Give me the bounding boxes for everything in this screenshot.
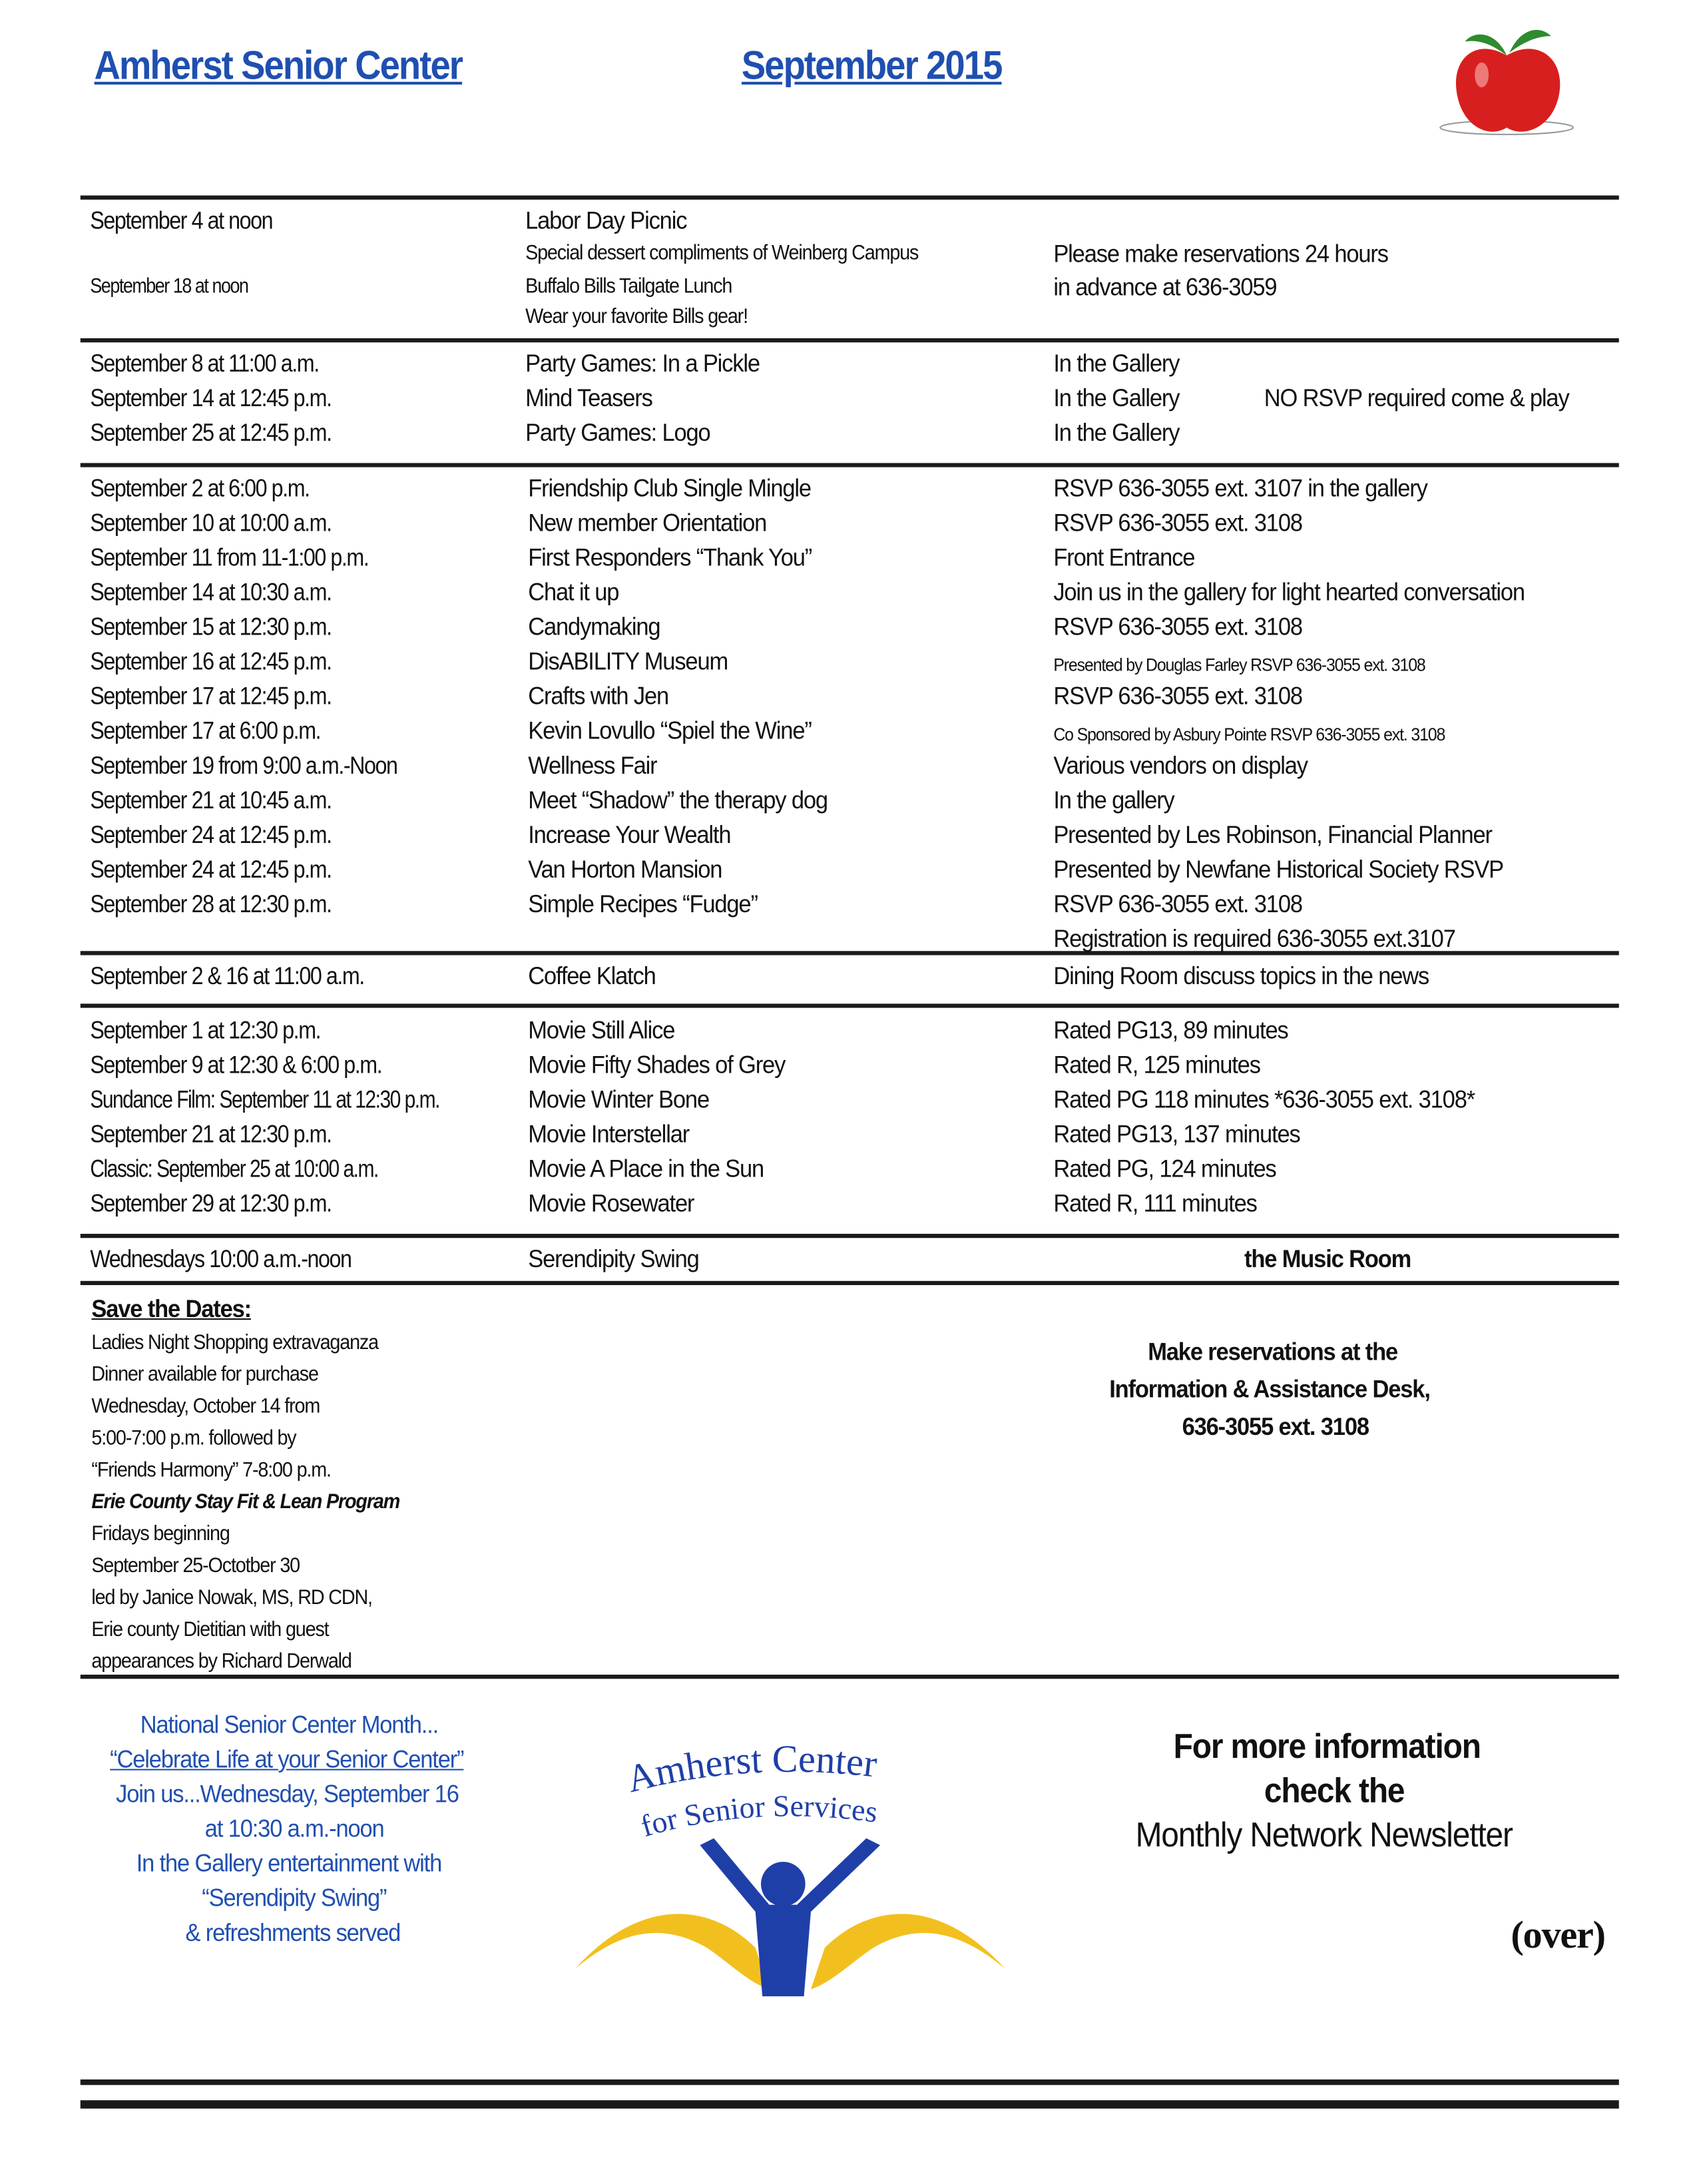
event-title: Chat it up bbox=[528, 578, 619, 606]
event-date: September 24 at 12:45 p.m. bbox=[90, 820, 332, 849]
event-date: September 17 at 6:00 p.m. bbox=[90, 716, 321, 745]
event-date: September 2 at 6:00 p.m. bbox=[90, 474, 310, 502]
promo-line: “Celebrate Life at your Senior Center” bbox=[110, 1745, 464, 1773]
event-title: Coffee Klatch bbox=[528, 961, 656, 990]
event-title: Mind Teasers bbox=[525, 384, 652, 412]
event-title: Movie Interstellar bbox=[528, 1120, 690, 1148]
event-title: Special dessert compliments of Weinberg Campus bbox=[525, 241, 919, 265]
event-title: Movie Fifty Shades of Grey bbox=[528, 1051, 786, 1079]
event-details: Rated PG13, 137 minutes bbox=[1053, 1120, 1300, 1148]
event-details: In the Gallery bbox=[1053, 384, 1180, 412]
event-details: RSVP 636-3055 ext. 3108 bbox=[1053, 613, 1302, 641]
event-date: September 18 at noon bbox=[90, 274, 248, 298]
event-date: September 14 at 12:45 p.m. bbox=[90, 384, 332, 412]
event-title: New member Orientation bbox=[528, 509, 767, 537]
event-title: Buffalo Bills Tailgate Lunch bbox=[525, 274, 732, 298]
event-date: September 9 at 12:30 & 6:00 p.m. bbox=[90, 1051, 382, 1079]
event-date: September 24 at 12:45 p.m. bbox=[90, 855, 332, 884]
save-dates-line: Wednesday, October 14 from bbox=[91, 1394, 320, 1418]
event-date: September 17 at 12:45 p.m. bbox=[90, 682, 332, 710]
event-date: September 25 at 12:45 p.m. bbox=[90, 418, 332, 447]
event-details: in advance at 636-3059 bbox=[1053, 273, 1277, 301]
reservations-line: 636-3055 ext. 3108 bbox=[1182, 1412, 1369, 1441]
event-title: Movie A Place in the Sun bbox=[528, 1155, 764, 1183]
event-details: Co Sponsored by Asbury Pointe RSVP 636-3055 ext. 3108 bbox=[1053, 723, 1445, 745]
event-title: Serendipity Swing bbox=[528, 1244, 699, 1273]
senior-center-logo bbox=[561, 1740, 1019, 2004]
event-location: the Music Room bbox=[1244, 1244, 1411, 1273]
rsvp-note: NO RSVP required come & play bbox=[1264, 384, 1569, 412]
divider bbox=[81, 463, 1619, 467]
event-title: Party Games: Logo bbox=[525, 418, 710, 447]
event-title: Wellness Fair bbox=[528, 751, 657, 780]
event-details: Rated PG13, 89 minutes bbox=[1053, 1016, 1288, 1044]
event-details: Presented by Les Robinson, Financial Planner bbox=[1053, 820, 1492, 849]
event-details: Rated PG 118 minutes *636-3055 ext. 3108* bbox=[1053, 1085, 1475, 1113]
event-date: Wednesdays 10:00 a.m.-noon bbox=[90, 1244, 352, 1273]
divider bbox=[81, 1003, 1619, 1007]
event-details: RSVP 636-3055 ext. 3108 bbox=[1053, 890, 1302, 918]
reservations-line: Information & Assistance Desk, bbox=[1109, 1375, 1430, 1403]
event-date: September 8 at 11:00 a.m. bbox=[90, 349, 319, 378]
event-details: Dining Room discuss topics in the news bbox=[1053, 961, 1429, 990]
save-dates-line: “Friends Harmony” 7-8:00 p.m. bbox=[91, 1458, 331, 1482]
event-details: Join us in the gallery for light hearted conversation bbox=[1053, 578, 1525, 606]
svg-text:for Senior Services bbox=[637, 1788, 880, 1843]
promo-line: “Serendipity Swing” bbox=[202, 1884, 387, 1912]
more-info-line: Monthly Network Newsletter bbox=[1135, 1816, 1513, 1855]
save-dates-line: 5:00-7:00 p.m. followed by bbox=[91, 1426, 296, 1450]
event-details: In the Gallery bbox=[1053, 418, 1180, 447]
org-title: Amherst Senior Center bbox=[94, 44, 463, 89]
event-title: Party Games: In a Pickle bbox=[525, 349, 760, 378]
event-details: RSVP 636-3055 ext. 3108 bbox=[1053, 509, 1302, 537]
event-details: Rated PG, 124 minutes bbox=[1053, 1155, 1276, 1183]
save-dates-heading: Save the Dates: bbox=[91, 1294, 251, 1323]
event-title: Increase Your Wealth bbox=[528, 820, 731, 849]
promo-line: Join us...Wednesday, September 16 bbox=[116, 1780, 459, 1808]
save-dates-line: appearances by Richard Derwald bbox=[91, 1649, 352, 1673]
event-date: September 15 at 12:30 p.m. bbox=[90, 613, 332, 641]
event-title: Movie Still Alice bbox=[528, 1016, 675, 1044]
event-details: In the gallery bbox=[1053, 786, 1174, 814]
event-details: In the Gallery bbox=[1053, 349, 1180, 378]
save-dates-line: Erie County Stay Fit & Lean Program bbox=[91, 1490, 400, 1514]
save-dates-line: Erie county Dietitian with guest bbox=[91, 1617, 329, 1642]
event-date: September 19 from 9:00 a.m.-Noon bbox=[90, 751, 397, 780]
event-title: First Responders “Thank You” bbox=[528, 543, 812, 571]
event-date: September 21 at 12:30 p.m. bbox=[90, 1120, 332, 1148]
save-dates-line: Dinner available for purchase bbox=[91, 1362, 318, 1386]
event-details: Rated R, 111 minutes bbox=[1053, 1189, 1257, 1217]
apple-icon bbox=[1435, 17, 1587, 138]
event-date: Classic: September 25 at 10:00 a.m. bbox=[90, 1155, 378, 1183]
event-title: Movie Rosewater bbox=[528, 1189, 694, 1217]
promo-line: In the Gallery entertainment with bbox=[136, 1849, 442, 1878]
event-title: Labor Day Picnic bbox=[525, 206, 687, 234]
event-date: September 2 & 16 at 11:00 a.m. bbox=[90, 961, 364, 990]
event-title: Wear your favorite Bills gear! bbox=[525, 305, 748, 329]
divider bbox=[81, 338, 1619, 342]
event-date: Sundance Film: September 11 at 12:30 p.m. bbox=[90, 1085, 439, 1113]
promo-line: & refreshments served bbox=[185, 1918, 401, 1947]
divider bbox=[81, 1281, 1619, 1285]
event-details: Various vendors on display bbox=[1053, 751, 1308, 780]
event-date: September 4 at noon bbox=[90, 206, 273, 234]
save-dates-line: led by Janice Nowak, MS, RD CDN, bbox=[91, 1585, 372, 1610]
month-title: September 2015 bbox=[741, 44, 1002, 89]
reservations-line: Make reservations at the bbox=[1148, 1338, 1398, 1366]
divider bbox=[81, 196, 1619, 200]
event-details: Front Entrance bbox=[1053, 543, 1195, 571]
promo-line: at 10:30 a.m.-noon bbox=[204, 1814, 384, 1842]
event-details: RSVP 636-3055 ext. 3107 in the gallery bbox=[1053, 474, 1427, 502]
event-details: Presented by Douglas Farley RSVP 636-3055 ext. 3108 bbox=[1053, 654, 1425, 675]
event-title: Crafts with Jen bbox=[528, 682, 669, 710]
event-date: September 29 at 12:30 p.m. bbox=[90, 1189, 332, 1217]
divider bbox=[81, 2100, 1619, 2108]
event-details: Rated R, 125 minutes bbox=[1053, 1051, 1260, 1079]
event-title: Kevin Lovullo “Spiel the Wine” bbox=[528, 716, 812, 745]
event-title: Meet “Shadow” the therapy dog bbox=[528, 786, 828, 814]
event-date: September 11 from 11-1:00 p.m. bbox=[90, 543, 369, 571]
event-date: September 21 at 10:45 a.m. bbox=[90, 786, 332, 814]
event-title: DisABILITY Museum bbox=[528, 647, 728, 675]
promo-line: National Senior Center Month... bbox=[140, 1711, 439, 1739]
logo-line1: Amherst Center bbox=[622, 1739, 879, 1801]
event-details: Please make reservations 24 hours bbox=[1053, 240, 1388, 268]
event-title: Friendship Club Single Mingle bbox=[528, 474, 811, 502]
over-label: (over) bbox=[1511, 1914, 1605, 1958]
save-dates-line: Ladies Night Shopping extravaganza bbox=[91, 1330, 378, 1355]
event-details: Presented by Newfane Historical Society RSVP bbox=[1053, 855, 1504, 884]
save-dates-line: Fridays beginning bbox=[91, 1522, 230, 1546]
event-details: Registration is required 636-3055 ext.3107 bbox=[1053, 924, 1455, 953]
more-info-line: check the bbox=[1264, 1771, 1405, 1811]
more-info-line: For more information bbox=[1173, 1727, 1481, 1767]
event-details: RSVP 636-3055 ext. 3108 bbox=[1053, 682, 1302, 710]
logo-line2: for Senior Services bbox=[636, 1788, 880, 1844]
event-title: Simple Recipes “Fudge” bbox=[528, 890, 758, 918]
event-title: Van Horton Mansion bbox=[528, 855, 722, 884]
event-date: September 10 at 10:00 a.m. bbox=[90, 509, 332, 537]
divider bbox=[81, 2079, 1619, 2085]
event-date: September 1 at 12:30 p.m. bbox=[90, 1016, 321, 1044]
event-date: September 14 at 10:30 a.m. bbox=[90, 578, 332, 606]
event-title: Candymaking bbox=[528, 613, 660, 641]
save-dates-line: September 25-Octotber 30 bbox=[91, 1553, 300, 1578]
event-title: Movie Winter Bone bbox=[528, 1085, 709, 1113]
event-date: September 28 at 12:30 p.m. bbox=[90, 890, 332, 918]
divider bbox=[81, 1234, 1619, 1238]
event-date: September 16 at 12:45 p.m. bbox=[90, 647, 332, 675]
